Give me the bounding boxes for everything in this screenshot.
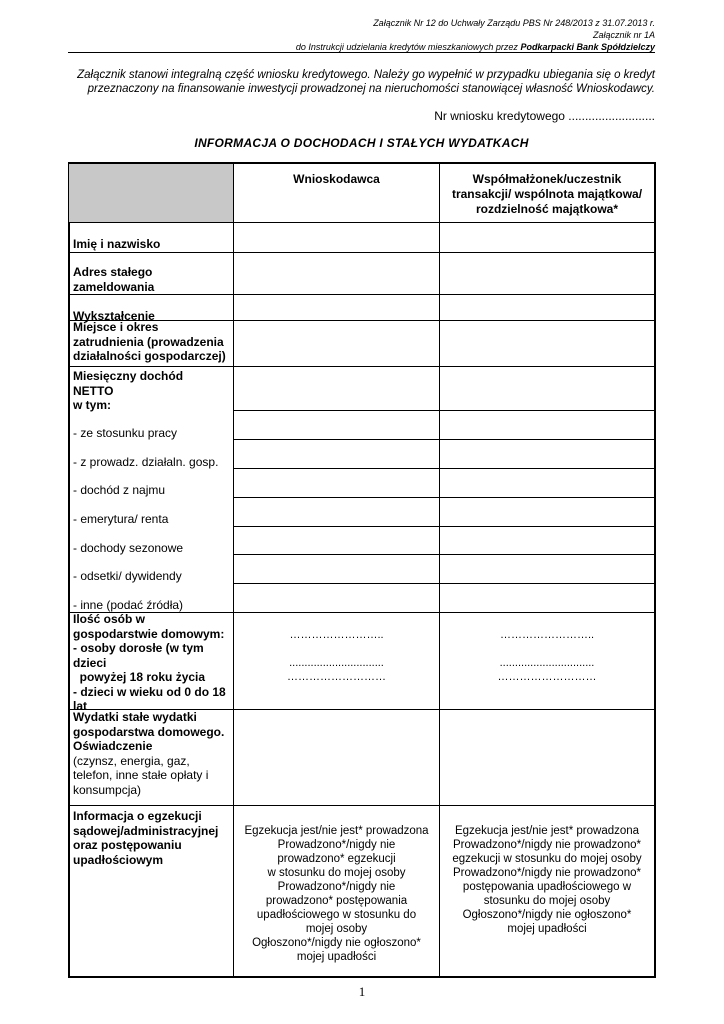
label-education: Wykształcenie [73,309,155,323]
label-income-line: NETTO [73,383,114,398]
enforcement-line: prowadzono* egzekucji [277,853,396,865]
enforcement-line: Egzekucja jest/nie jest* prowadzona [244,825,429,837]
label-address-line: Adres stałego [73,265,153,279]
dots-line: …………………….. [289,629,384,641]
enforcement-line: Prowadzono*/nigdy nie prowadzono* [453,867,641,879]
enforcement-line: Ogłoszono*/nigdy nie ogłoszono* [252,937,421,949]
label-enforcement-line: Informacja o egzekucji [73,809,202,823]
page-title: INFORMACJA O DOCHODACH I STAŁYCH WYDATKACH [194,136,529,150]
row-separator [68,252,656,253]
income-separator [233,468,656,469]
label-employment-line: zatrudnienia (prowadzenia [73,334,224,349]
label-employment-line: Miejsce i okres [73,320,159,334]
intro-note [68,68,655,96]
label-address-line: zameldowania [73,279,155,294]
enforcement-line: mojej upadłości [507,923,587,935]
household-dots-applicant [233,628,440,684]
enforcement-spouse [439,824,655,936]
label-expenses-line: (czynsz, energia, gaz, [73,753,190,768]
intro-note-line: przeznaczony na finansowanie inwestycji prowadzonej na nieruchomości stanowiącej własność Wnioskodawcy. [87,83,655,95]
column-header-spouse-line: Współmałżonek/uczestnik [472,172,622,186]
enforcement-line: upadłościowego w stosunku do [256,909,417,921]
label-name: Imię i nazwisko [73,237,161,251]
label-enforcement-line: oraz postępowaniu [73,838,182,852]
row-separator [68,294,656,295]
label-enforcement [73,809,218,867]
label-expenses-line: konsumpcja) [73,782,142,797]
enforcement-line: stosunku do mojej osoby [483,895,611,907]
row-separator [68,805,656,806]
column-header-spouse-line: transakcji/ wspólnota majątkowa/ [451,187,643,201]
label-income-item: - z prowadz. działaln. gosp. [73,455,219,469]
enforcement-applicant [233,824,440,964]
header-line-2: Załącznik nr 1A [592,30,655,40]
enforcement-line: Prowadzono*/nigdy nie prowadzono* [453,839,641,851]
header-line-1: Załącznik Nr 12 do Uchwały Zarządu PBS Nr 248/2013 z 31.07.2013 r. [373,18,655,28]
column-header-applicant: Wnioskodawca [293,172,380,186]
enforcement-line: postępowania upadłościowego w [462,881,632,893]
label-household [73,612,226,714]
income-separator [233,526,656,527]
label-expenses-line: telefon, inne stałe opłaty i [73,768,209,782]
label-income-item: - odsetki/ dywidendy [73,569,182,583]
label-income [73,369,183,413]
enforcement-line: prowadzono* postępowania [265,895,408,907]
page-number: 1 [358,984,366,999]
row-separator [68,366,656,367]
label-enforcement-line: sądowej/administracyjnej [73,823,219,838]
dots-line: ……………………… [287,671,386,683]
dots-line: ............................... [289,657,384,669]
enforcement-line: Prowadzono*/nigdy nie [277,839,396,851]
enforcement-line: Egzekucja jest/nie jest* prowadzona [454,825,640,837]
label-household-line: gospodarstwie domowym: [73,626,225,641]
label-household-line: powyżej 18 roku życia [73,670,206,684]
header-line-3-prefix: do Instrukcji udzielania kredytów mieszkaniowych przez [295,42,521,52]
column-header-spouse [439,172,655,217]
label-household-line: Ilość osób w [73,612,146,626]
enforcement-line: mojej upadłości [296,951,377,963]
enforcement-line: Prowadzono*/nigdy nie [277,881,396,893]
column-header-spouse-line: rozdzielność majątkowa* [475,202,619,216]
dots-line: …………………….. [499,629,595,641]
label-enforcement-line: upadłościowym [73,852,164,867]
label-income-item: - ze stosunku pracy [73,426,178,440]
enforcement-line: w stosunku do mojej osoby [267,867,406,879]
income-separator [233,497,656,498]
income-separator [233,554,656,555]
dots-line: ……………………… [497,671,597,683]
label-income-line: Miesięczny dochód [73,369,184,383]
header-rule [68,52,655,53]
label-employment-line: działalności gospodarczej) [73,349,226,363]
income-separator [233,439,656,440]
label-income-item: - dochód z najmu [73,483,166,497]
label-household-line: lat [73,699,88,713]
application-number: Nr wniosku kredytowego .......................... [434,109,655,123]
label-expenses-line: gospodarstwa domowego. [73,724,225,739]
enforcement-line: Ogłoszono*/nigdy nie ogłoszono* [462,909,632,921]
label-income-line: w tym: [73,398,112,412]
label-household-line: - dzieci w wieku od 0 do 18 [73,684,226,699]
enforcement-line: egzekucji w stosunku do mojej osoby [452,853,642,865]
label-income-item: - dochody sezonowe [73,541,184,555]
household-dots-spouse [439,628,655,684]
income-separator [233,410,656,411]
label-income-item: - inne (podać źródła) [73,598,184,612]
label-household-line: dzieci [73,655,107,670]
label-expenses [73,710,224,797]
label-address [73,265,154,294]
label-expenses-line: Oświadczenie [73,739,153,753]
label-household-line: - osoby dorosłe (w tym [73,641,204,655]
header-bank-name: Podkarpacki Bank Spółdzielczy [520,42,655,52]
label-employment [73,320,226,364]
label-expenses-line: Wydatki stałe wydatki [73,710,197,724]
intro-note-line: Załącznik stanowi integralną część wniosku kredytowego. Należy go wypełnić w przypadku ubiegania się o kredyt [77,69,655,81]
label-income-item: - emerytura/ renta [73,512,169,526]
income-separator [233,583,656,584]
enforcement-line: mojej osoby [305,923,368,935]
header-label-cell [68,163,234,223]
dots-line: ............................... [499,657,595,669]
